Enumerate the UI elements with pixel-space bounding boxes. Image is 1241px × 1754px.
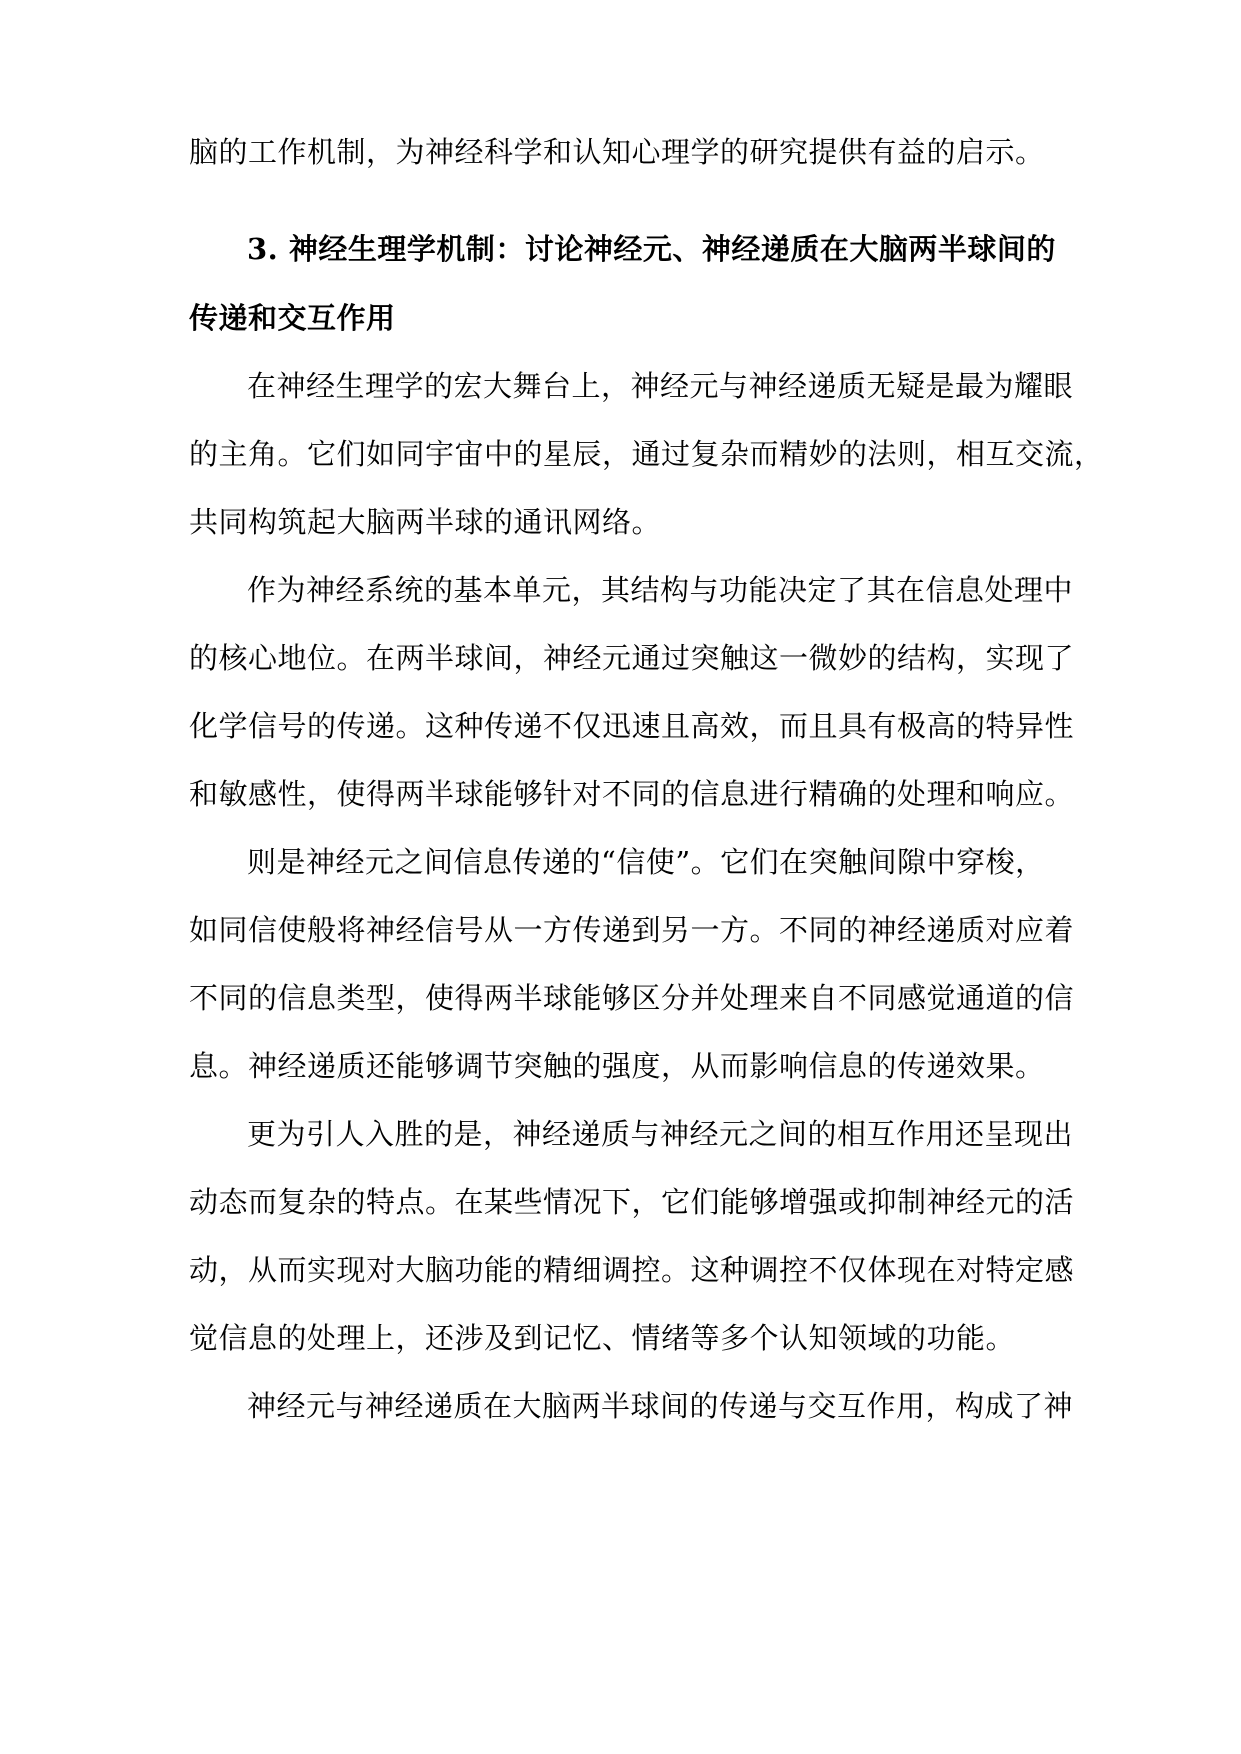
- section-heading-line-2: 传递和交互作用: [189, 301, 396, 335]
- paragraph-2-line-3: 化学信号的传递。这种传递不仅迅速且高效，而且具有极高的特异性: [189, 709, 1075, 743]
- paragraph-4-line-1: 更为引人入胜的是，神经递质与神经元之间的相互作用还呈现出: [247, 1117, 1074, 1151]
- paragraph-2-line-4: 和敏感性，使得两半球能够针对不同的信息进行精确的处理和响应。: [189, 777, 1075, 811]
- paragraph-continuation-line: 脑的工作机制，为神经科学和认知心理学的研究提供有益的启示。: [189, 135, 1045, 169]
- paragraph-3-line-4: 息。神经递质还能够调节突触的强度，从而影响信息的传递效果。: [189, 1049, 1045, 1083]
- paragraph-1-line-1: 在神经生理学的宏大舞台上，神经元与神经递质无疑是最为耀眼: [247, 369, 1074, 403]
- paragraph-3-line-2: 如同信使般将神经信号从一方传递到另一方。不同的神经递质对应着: [189, 913, 1075, 947]
- paragraph-3-line-3: 不同的信息类型，使得两半球能够区分并处理来自不同感觉通道的信: [189, 981, 1075, 1015]
- paragraph-1-line-3: 共同构筑起大脑两半球的通讯网络。: [189, 505, 662, 539]
- paragraph-1-line-2: 的主角。它们如同宇宙中的星辰，通过复杂而精妙的法则，相互交流，: [189, 437, 1104, 471]
- section-heading-line-1: 3. 神经生理学机制：讨论神经元、神经递质在大脑两半球间的: [247, 232, 1056, 266]
- paragraph-2-line-2: 的核心地位。在两半球间，神经元通过突触这一微妙的结构，实现了: [189, 641, 1075, 675]
- paragraph-4-line-2: 动态而复杂的特点。在某些情况下，它们能够增强或抑制神经元的活: [189, 1185, 1075, 1219]
- paragraph-5-line-1: 神经元与神经递质在大脑两半球间的传递与交互作用，构成了神: [247, 1389, 1074, 1423]
- paragraph-2-line-1: 作为神经系统的基本单元，其结构与功能决定了其在信息处理中: [247, 573, 1074, 607]
- paragraph-3-line-1: 则是神经元之间信息传递的“信使”。它们在突触间隙中穿梭，: [247, 845, 1045, 879]
- paragraph-4-line-4: 觉信息的处理上，还涉及到记忆、情绪等多个认知领域的功能。: [189, 1321, 1016, 1355]
- paragraph-4-line-3: 动，从而实现对大脑功能的精细调控。这种调控不仅体现在对特定感: [189, 1253, 1075, 1287]
